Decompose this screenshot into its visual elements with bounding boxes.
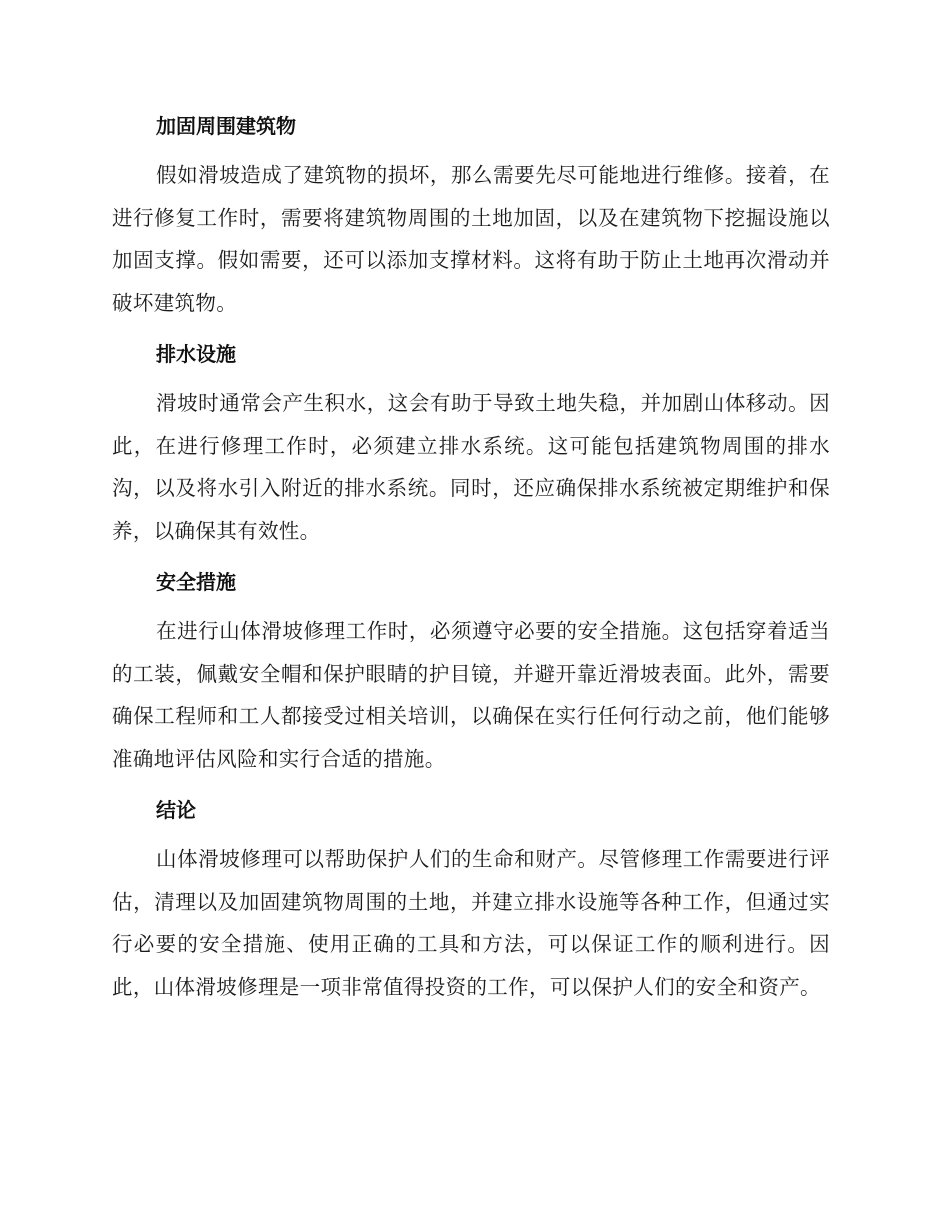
section-safety [112,560,830,780]
section-paragraph: 在进行山体滑坡修理工作时，必须遵守必要的安全措施。这包括穿着适当的工装，佩戴安全帽和保护眼睛的护目镜，并避开靠近滑坡表面。此外，需要确保工程师和工人都接受过相关培训，以确保在实行任何行动之前，他们能够准确地评估风险和实行合适的措施。 [112,619,830,771]
section-paragraph: 山体滑坡修理可以帮助保护人们的生命和财产。尽管修理工作需要进行评估，清理以及加固建筑物周围的土地，并建立排水设施等各种工作，但通过实行必要的安全措施、使用正确的工具和方法，可以保证工作的顺利进行。因此，山体滑坡修理是一项非常值得投资的工作，可以保护人们的安全和资产。 [112,847,830,999]
section-heading: 安全措施 [156,570,236,594]
section-paragraph: 滑坡时通常会产生积水，这会有助于导致土地失稳，并加剧山体移动。因此，在进行修理工作时，必须建立排水系统。这可能包括建筑物周围的排水沟，以及将水引入附近的排水系统。同时，还应确保排水系统被定期维护和保养，以确保其有效性。 [112,391,830,543]
section-heading: 排水设施 [156,342,236,366]
section-paragraph: 假如滑坡造成了建筑物的损坏，那么需要先尽可能地进行维修。接着，在进行修复工作时，需要将建筑物周围的土地加固，以及在建筑物下挖掘设施以加固支撑。假如需要，还可以添加支撑材料。这将有助于防止土地再次滑动并破坏建筑物。 [112,163,830,315]
document-page [112,104,830,1016]
section-drainage [112,332,830,552]
section-conclusion [112,788,830,1008]
section-heading: 结论 [156,798,196,822]
section-heading: 加固周围建筑物 [156,114,296,138]
section-reinforce-buildings [112,104,830,324]
